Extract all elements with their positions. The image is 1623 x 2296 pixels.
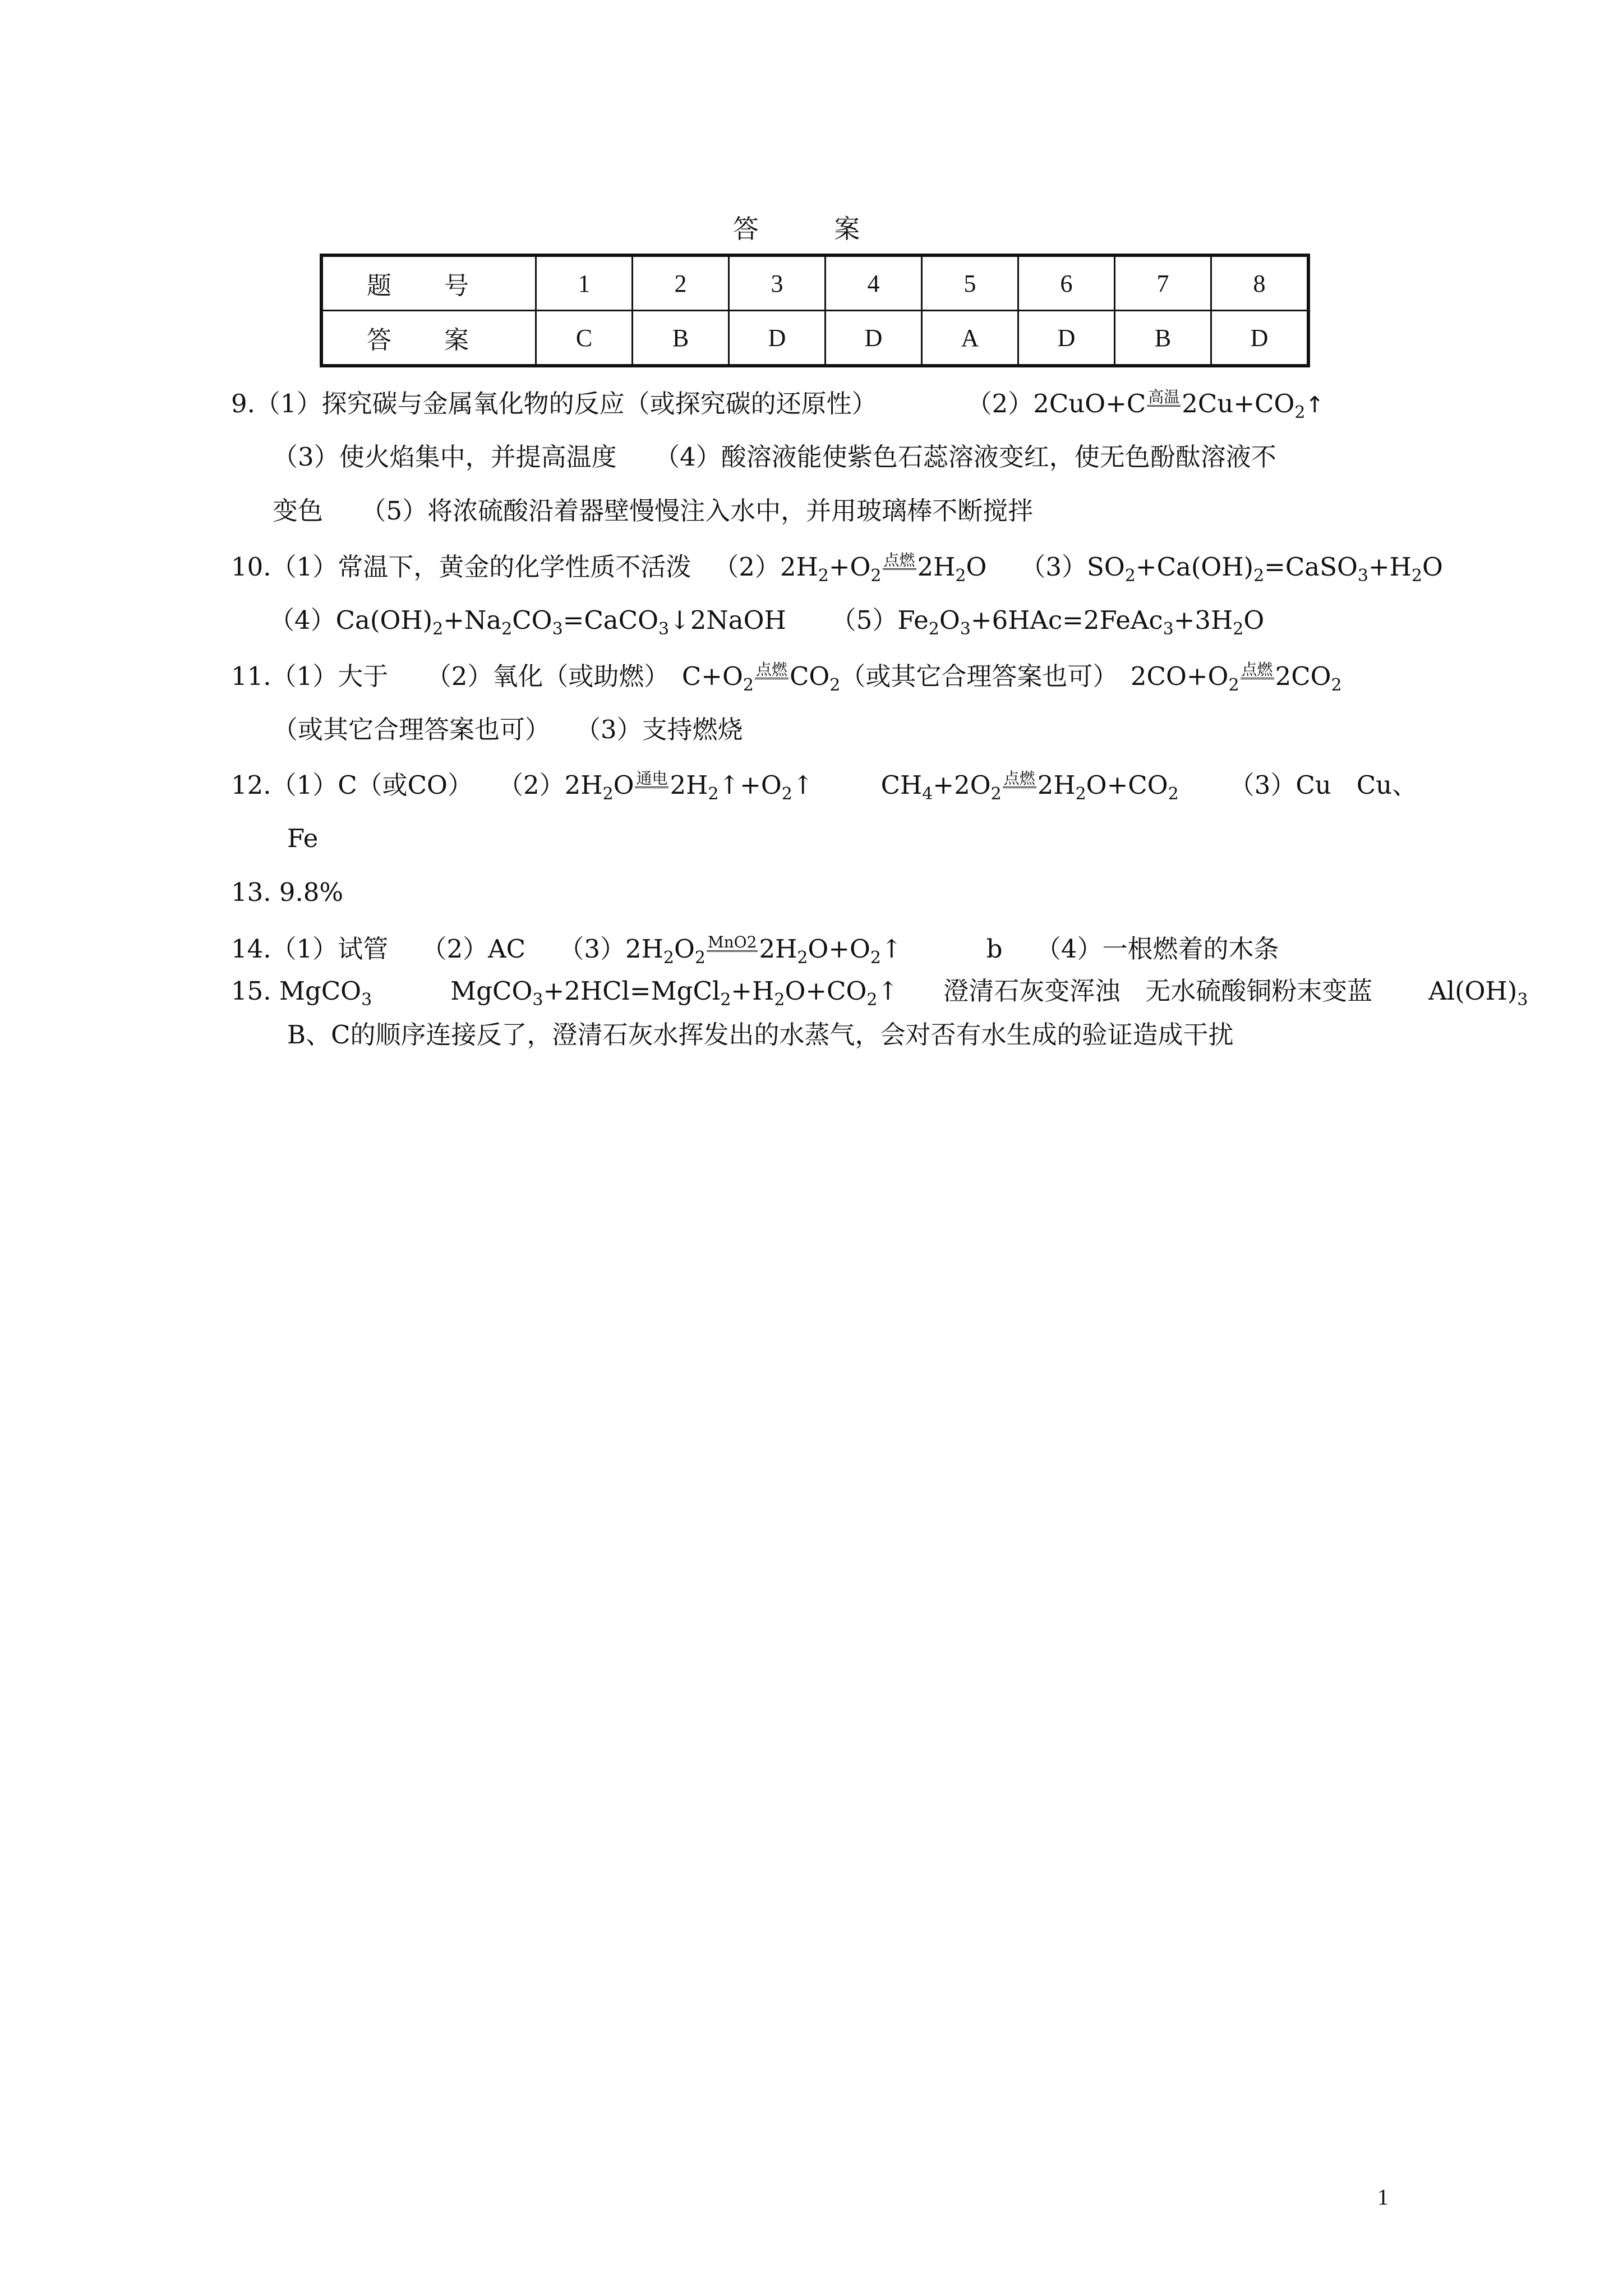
q10-equation-part: +6HAc=2FeAc [970,605,1163,635]
table-header-cell: 题 号 [321,255,536,311]
subscript: 2 [1228,675,1239,695]
q10-equation-part: +O [828,552,871,582]
q14-equation-part: O+O [808,934,870,964]
page-title: 答 案 [732,214,894,244]
subscript: 2 [708,784,719,804]
q10-equation-part: =CaSO [1264,552,1358,582]
subscript: 2 [1253,566,1265,586]
reaction-condition: 点燃 [1003,769,1035,788]
q10-equation-part: +Ca(OH) [1135,552,1254,582]
subscript: 2 [1411,566,1422,586]
table-cell: 8 [1211,255,1309,311]
q10-line-2 [269,605,1265,639]
subscript: 2 [797,948,808,968]
q12-equation-part: +2O [933,770,991,800]
q10-equation-part: O [1422,552,1443,582]
table-cell: 3 [729,255,826,311]
q11-equation-part: 2CO [1275,661,1331,691]
table-cell: D [826,311,922,366]
subscript: 2 [818,566,829,586]
subscript: 3 [960,619,971,639]
q15-text: 15. MgCO [231,976,362,1006]
table-cell: A [922,311,1018,366]
answer-table [320,254,1310,367]
subscript: 2 [1124,566,1136,586]
q10-equation-part: +3H [1173,605,1233,635]
q15-text: Al(OH) [1428,976,1518,1006]
q10-equation-3: （4）Ca(OH) [269,605,433,635]
q15-equation-part: +2HCl=MgCl [543,976,721,1006]
q11-text: （或其它合理答案也可） 2CO+O [840,661,1229,691]
table-cell: 2 [633,255,729,311]
q12-equation-part: ↑+O [718,770,782,800]
q15-line-1 [231,978,1528,1009]
up-arrow-icon: ↑ [881,934,902,964]
q10-equation-part: +Na [443,605,502,635]
subscript: 2 [1168,784,1179,804]
reaction-condition: 点燃 [883,551,915,569]
subscript: 2 [1294,403,1306,422]
subscript: 3 [361,990,372,1010]
subscript: 2 [870,566,882,586]
q10-equation-part: +H [1368,552,1412,582]
reaction-condition: 通电 [636,769,668,788]
subscript: 2 [1233,619,1244,639]
up-arrow-icon: ↑ [792,770,814,800]
q12-text: 12.（1）C（或CO） （2）2H [231,770,603,800]
subscript: 2 [870,948,882,968]
q10-equation-4: （5）Fe [831,605,929,635]
q9-line-3: 变色 （5）将浓硫酸沿着器壁慢慢注入水中，并用玻璃棒不断搅拌 [273,496,1034,526]
q10-equation-part: ↓2NaOH [669,605,786,635]
subscript: 2 [602,784,614,804]
table-cell: 5 [922,255,1018,311]
q15-line-2: B、C的顺序连接反了，澄清石灰水挥发出的水蒸气，会对否有水生成的验证造成干扰 [287,1020,1234,1050]
q10-line-1 [231,553,1443,585]
subscript: 2 [955,566,966,586]
subscript: 2 [694,948,706,968]
q12-equation-2: CH [880,770,923,800]
table-cell: B [633,311,729,366]
subscript: 3 [1163,619,1174,639]
q10-equation-part: O [939,605,960,635]
subscript: 3 [532,990,543,1010]
q10-equation-part: =CaCO [562,605,658,635]
q9-text: 9.（1）探究碳与金属氧化物的反应（或探究碳的还原性） [231,389,877,418]
page-number: 1 [1377,2184,1389,2210]
subscript: 2 [774,990,785,1010]
q11-line-2: （或其它合理答案也可） （3）支持燃烧 [273,715,743,744]
q12-line-2: Fe [287,823,319,853]
q9-line-2: （3）使火焰集中，并提高温度 （4）酸溶液能使紫色石蕊溶液变红，使无色酚酞溶液不 [273,442,1276,472]
table-row [321,255,1308,311]
table-cell: D [729,311,826,366]
q12-equation-part: 2H [1037,770,1076,800]
subscript: 3 [1517,990,1528,1010]
table-header-cell: 答 案 [321,311,536,366]
subscript: 2 [743,675,754,695]
subscript: 2 [501,619,513,639]
q11-equation-part: CO [789,661,830,691]
table-cell: D [1211,311,1309,366]
q9-equation-product: 2Cu+CO [1182,389,1295,418]
q15-text: 澄清石灰变浑浊 无水硫酸铜粉末变蓝 [943,976,1373,1006]
q9-equation: （2）2CuO+C [966,389,1146,418]
q12-equation-part: O+CO [1086,770,1168,800]
q12-equation-part: O [613,770,634,800]
reaction-condition: 点燃 [1241,660,1273,679]
subscript: 2 [432,619,444,639]
q14-text: b （4）一根燃着的木条 [986,934,1279,964]
table-cell: 7 [1115,255,1211,311]
subscript: 4 [922,784,933,804]
reaction-condition: 点燃 [755,660,787,679]
q10-equation: （2）2H [713,552,818,582]
q14-equation-part: 2H [759,934,797,964]
q13-line: 13. 9.8% [231,877,344,907]
subscript: 3 [552,619,563,639]
table-cell: 6 [1018,255,1115,311]
subscript: 2 [829,675,841,695]
reaction-condition: 高温 [1148,388,1180,406]
q14-equation-part: O [674,934,695,964]
subscript: 2 [866,990,878,1010]
up-arrow-icon: ↑ [1305,392,1324,418]
subscript: 3 [658,619,670,639]
subscript: 2 [990,784,1002,804]
q10-equation-part: O [966,552,987,582]
subscript: 2 [781,784,792,804]
table-cell: B [1115,311,1211,366]
table-cell: D [1018,311,1115,366]
q15-equation-part: O+CO [785,976,867,1006]
q10-text: 10.（1）常温下，黄金的化学性质不活泼 [231,552,691,582]
q10-equation-part: CO [512,605,552,635]
q10-equation-2: （3）SO [1020,552,1125,582]
subscript: 2 [1331,675,1342,695]
up-arrow-icon: ↑ [877,976,899,1006]
q10-equation-part: O [1243,605,1265,635]
q14-text: 14.（1）试管 （2）AC （3）2H [231,934,663,964]
reaction-condition: MnO2 [707,933,757,951]
subscript: 2 [663,948,674,968]
table-row [321,311,1308,366]
table-cell: C [536,311,633,366]
q14-line [231,935,1279,967]
q11-line-1 [231,662,1342,694]
q15-equation-part: +H [731,976,774,1006]
q9-line-1 [231,389,1324,421]
subscript: 2 [1075,784,1086,804]
subscript: 2 [928,619,939,639]
q10-equation-part: 2H [917,552,956,582]
subscript: 3 [1357,566,1368,586]
q15-equation: MgCO [450,976,533,1006]
table-cell: 1 [536,255,633,311]
q12-equation-part: 2H [670,770,708,800]
q12-text: （3）Cu Cu、 [1229,770,1418,800]
subscript: 2 [720,990,731,1010]
q11-text: 11.（1）大于 （2）氧化（或助燃） C+O [231,661,743,691]
table-cell: 4 [826,255,922,311]
q12-line-1 [231,771,1417,803]
